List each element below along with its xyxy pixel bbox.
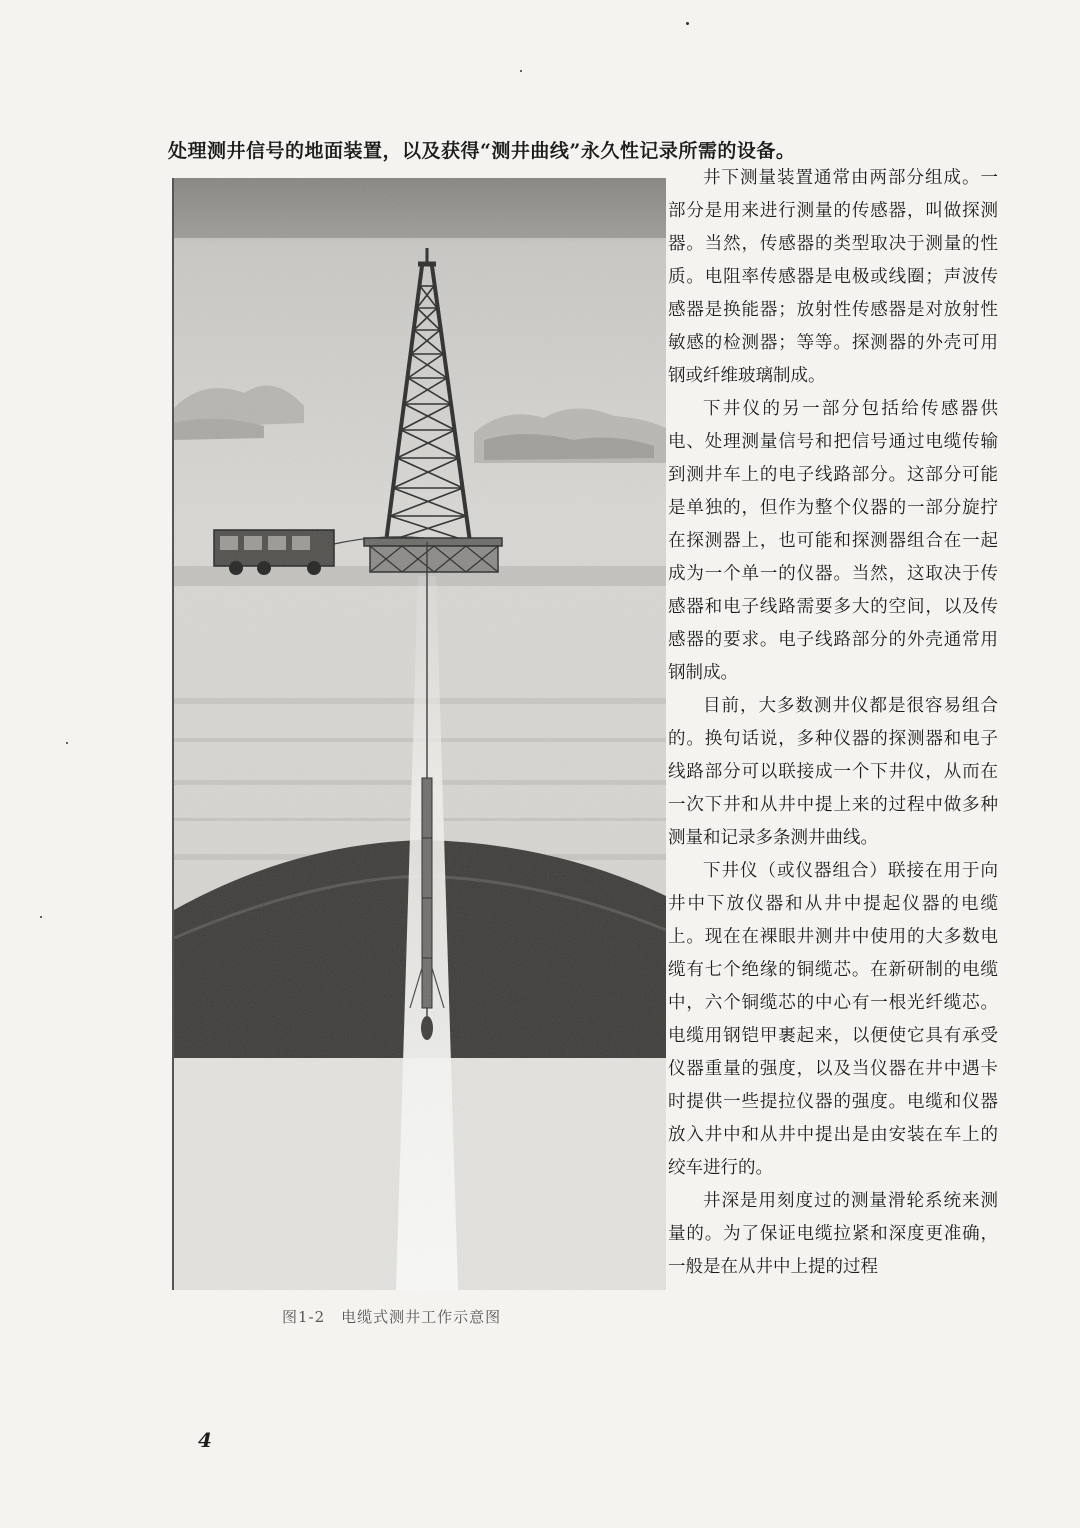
scan-speck: [520, 70, 522, 72]
scan-speck: [66, 742, 68, 744]
body-text-column: [668, 162, 998, 1284]
paragraph-1: 井下测量装置通常由两部分组成。一部分是用来进行测量的传感器，叫做探测器。当然，传感器的类型取决于测量的性质。电阻率传感器是电极或线圈；声波传感器是换能器；放射性传感器是对放射性敏感的检测器；等等。探测器的外壳可用钢或纤维玻璃制成。: [668, 168, 998, 386]
logging-illustration: [172, 178, 666, 1290]
figure-caption: 图1-2 电缆式测井工作示意图: [282, 1308, 502, 1326]
scan-speck: [686, 22, 689, 25]
paragraph-5: 井深是用刻度过的测量滑轮系统来测量的。为了保证电缆拉紧和深度更准确，一般是在从井中上提的过程: [668, 1191, 998, 1277]
scan-speck: [40, 916, 42, 918]
logging-illustration-drawing: [174, 178, 666, 1290]
page-number: 4: [198, 1428, 212, 1452]
paragraph-3: 目前，大多数测井仪都是很容易组合的。换句话说，多种仪器的探测器和电子线路部分可以联接成一个下井仪，从而在一次下井和从井中提上来的过程中做多种测量和记录多条测井曲线。: [668, 696, 998, 848]
top-line-text: 处理测井信号的地面装置，以及获得“测井曲线”永久性记录所需的设备。: [168, 140, 796, 162]
paragraph-4: 下井仪（或仪器组合）联接在用于向井中下放仪器和从井中提起仪器的电缆上。现在在裸眼井测井中使用的大多数电缆有七个绝缘的铜缆芯。在新研制的电缆中，六个铜缆芯的中心有一根光纤缆芯。电缆用钢铠甲裹起来，以便使它具有承受仪器重量的强度，以及当仪器在井中遇卡时提供一些提拉仪器的强度。电缆和仪器放入井中和从井中提出是由安装在车上的绞车进行的。: [668, 861, 998, 1178]
paragraph-2: 下井仪的另一部分包括给传感器供电、处理测量信号和把信号通过电缆传输到测井车上的电子线路部分。这部分可能是单独的，但作为整个仪器的一部分旋拧在探测器上，也可能和探测器组合在一起成为一个单一的仪器。当然，这取决于传感器和电子线路需要多大的空间，以及传感器的要求。电子线路部分的外壳通常用钢制成。: [668, 399, 998, 683]
